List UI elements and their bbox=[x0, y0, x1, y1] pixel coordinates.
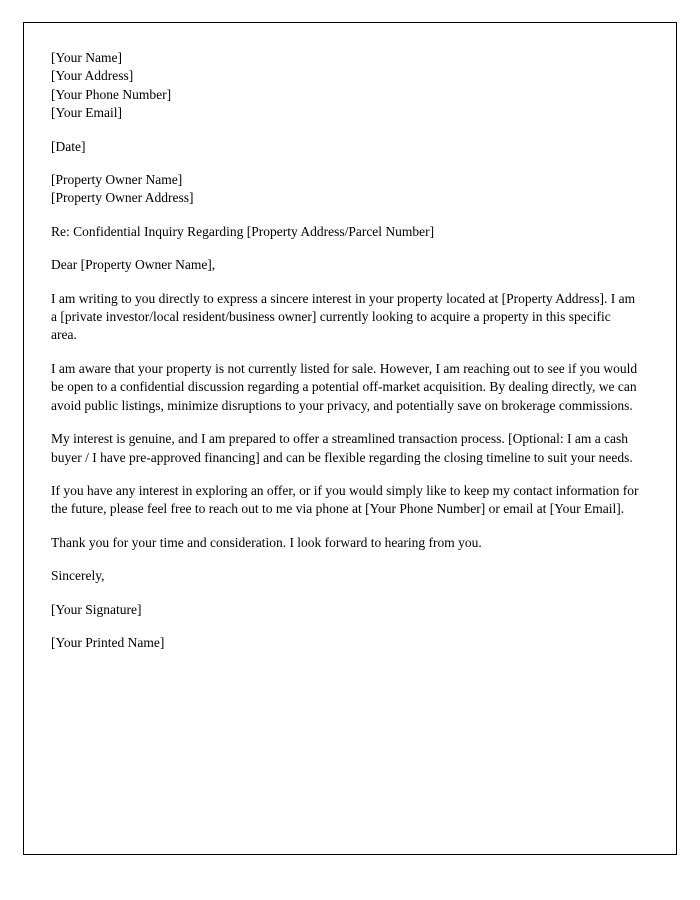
sender-phone-line: [Your Phone Number] bbox=[51, 86, 172, 102]
letter-content bbox=[24, 23, 666, 652]
recipient-name-line: [Property Owner Name] bbox=[51, 172, 183, 188]
letter-page bbox=[23, 22, 677, 855]
salutation-line: Dear [Property Owner Name], bbox=[51, 257, 216, 273]
subject-line: Re: Confidential Inquiry Regarding [Property Address/Parcel Number] bbox=[51, 223, 435, 239]
closing-line: Sincerely, bbox=[51, 568, 105, 584]
sender-email-line: [Your Email] bbox=[51, 105, 123, 121]
body-paragraph-4: If you have any interest in exploring an offer, or if you would simply like to keep my contact information for the future, please feel free to reach out to me via phone at [Your Phone Number] or email at [Your Email]. bbox=[51, 482, 639, 517]
recipient-address-line: [Property Owner Address] bbox=[51, 190, 194, 206]
body-paragraph-3: My interest is genuine, and I am prepared to offer a streamlined transaction process. [Optional: I am a cash buyer / I have pre-approved financing] and can be flexible regarding the closing timeline to suit your needs. bbox=[51, 431, 633, 465]
sender-block bbox=[51, 49, 639, 123]
body-paragraph-thanks: Thank you for your time and consideration. I look forward to hearing from you. bbox=[51, 534, 482, 550]
body-paragraph-1: I am writing to you directly to express a sincere interest in your property located at [Property Address]. I am a [private investor/local resident/business owner] currently looking to acquire a property in this specific area. bbox=[51, 290, 636, 343]
body-paragraph-2: I am aware that your property is not currently listed for sale. However, I am reaching out to see if you would be open to a confidential discussion regarding a potential off-market acquisition. By dealing directly, we can avoid public listings, minimize disruptions to your privacy, and potentially save on brokerage commissions. bbox=[51, 360, 638, 413]
recipient-block bbox=[51, 171, 639, 208]
printed-name-line: [Your Printed Name] bbox=[51, 634, 165, 650]
sender-name-line: [Your Name] bbox=[51, 50, 122, 65]
date-line: [Date] bbox=[51, 138, 86, 154]
sender-address-line: [Your Address] bbox=[51, 68, 134, 84]
signature-line: [Your Signature] bbox=[51, 601, 142, 617]
